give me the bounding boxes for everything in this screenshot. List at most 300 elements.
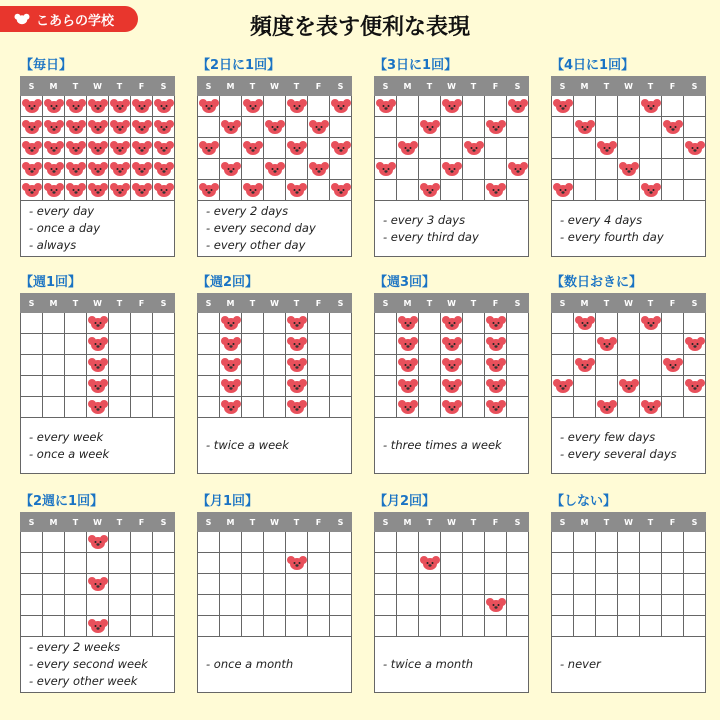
calendar-day-cell bbox=[463, 159, 485, 180]
calendar-day-cell bbox=[596, 595, 618, 616]
calendar-day-cell bbox=[286, 334, 308, 355]
calendar-day-cell bbox=[596, 376, 618, 397]
koala-icon bbox=[441, 357, 462, 373]
calendar-day-cell bbox=[552, 334, 574, 355]
koala-icon bbox=[618, 161, 639, 177]
calendar-day-cell bbox=[308, 138, 330, 159]
calendar-day-cell bbox=[198, 159, 220, 180]
calendar-day-cell bbox=[596, 96, 618, 117]
weekday-header: W bbox=[441, 77, 463, 96]
calendar-day-cell bbox=[65, 574, 87, 595]
expression-line: - every third day bbox=[383, 229, 479, 244]
frequency-panel bbox=[374, 275, 529, 474]
calendar-day-cell bbox=[397, 553, 419, 574]
calendar-day-cell bbox=[375, 138, 397, 159]
expression-list bbox=[20, 637, 175, 693]
calendar-day-cell bbox=[507, 574, 529, 595]
calendar-day-cell bbox=[131, 159, 153, 180]
calendar-day-cell bbox=[220, 616, 242, 637]
calendar-day-cell bbox=[131, 376, 153, 397]
koala-icon bbox=[242, 182, 263, 198]
panel-title: 【3日に1回】 bbox=[374, 58, 458, 73]
calendar-day-cell bbox=[419, 138, 441, 159]
calendar-day-cell bbox=[330, 313, 352, 334]
calendar-day-cell bbox=[286, 532, 308, 553]
calendar-week-row bbox=[552, 397, 706, 418]
panel-title: 【月1回】 bbox=[197, 494, 259, 509]
calendar-day-cell bbox=[397, 138, 419, 159]
calendar-week-row bbox=[21, 616, 175, 637]
calendar-day-cell bbox=[131, 117, 153, 138]
calendar-day-cell bbox=[552, 159, 574, 180]
koala-icon bbox=[153, 161, 174, 177]
koala-icon bbox=[43, 98, 64, 114]
calendar-day-cell bbox=[441, 313, 463, 334]
koala-icon bbox=[131, 140, 152, 156]
calendar-day-cell bbox=[43, 313, 65, 334]
weekday-header: S bbox=[21, 513, 43, 532]
calendar-day-cell bbox=[198, 355, 220, 376]
calendar-week-row bbox=[375, 595, 529, 616]
panel-title: 【週2回】 bbox=[197, 275, 259, 290]
calendar-day-cell bbox=[87, 334, 109, 355]
calendar-day-cell bbox=[397, 595, 419, 616]
calendar-day-cell bbox=[109, 376, 131, 397]
calendar-day-cell bbox=[131, 180, 153, 201]
calendar-week-row bbox=[375, 334, 529, 355]
calendar-day-cell bbox=[153, 159, 175, 180]
weekday-header: M bbox=[220, 77, 242, 96]
calendar-day-cell bbox=[397, 355, 419, 376]
calendar-day-cell bbox=[618, 117, 640, 138]
calendar-day-cell bbox=[552, 376, 574, 397]
weekday-header: S bbox=[21, 77, 43, 96]
calendar-day-cell bbox=[264, 96, 286, 117]
calendar-day-cell bbox=[242, 376, 264, 397]
calendar-day-cell bbox=[397, 313, 419, 334]
calendar-day-cell bbox=[131, 96, 153, 117]
calendar-day-cell bbox=[131, 138, 153, 159]
expression-list bbox=[20, 418, 175, 474]
calendar-day-cell bbox=[684, 313, 706, 334]
calendar-day-cell bbox=[308, 313, 330, 334]
koala-icon bbox=[198, 98, 219, 114]
calendar-day-cell bbox=[242, 553, 264, 574]
calendar-day-cell bbox=[109, 574, 131, 595]
koala-icon bbox=[308, 119, 329, 135]
koala-icon bbox=[153, 98, 174, 114]
calendar-day-cell bbox=[618, 553, 640, 574]
weekday-header: S bbox=[330, 294, 352, 313]
calendar-week-row bbox=[375, 532, 529, 553]
calendar-day-cell bbox=[242, 159, 264, 180]
calendar-week-row bbox=[21, 96, 175, 117]
koala-icon bbox=[441, 399, 462, 415]
calendar-day-cell bbox=[552, 595, 574, 616]
calendar-week-row bbox=[552, 159, 706, 180]
calendar-day-cell bbox=[684, 159, 706, 180]
calendar-day-cell bbox=[507, 595, 529, 616]
koala-icon bbox=[65, 140, 86, 156]
calendar-day-cell bbox=[109, 397, 131, 418]
expression-line: - every other week bbox=[29, 674, 138, 688]
koala-icon bbox=[485, 378, 506, 394]
calendar-grid bbox=[197, 512, 352, 637]
calendar-week-row bbox=[375, 376, 529, 397]
expression-list bbox=[197, 418, 352, 474]
calendar-day-cell bbox=[264, 138, 286, 159]
calendar-week-row bbox=[375, 574, 529, 595]
calendar-day-cell bbox=[574, 532, 596, 553]
calendar-day-cell bbox=[485, 532, 507, 553]
calendar-day-cell bbox=[264, 180, 286, 201]
koala-icon bbox=[286, 336, 307, 352]
calendar-day-cell bbox=[198, 616, 220, 637]
calendar-day-cell bbox=[419, 553, 441, 574]
calendar-week-row bbox=[375, 138, 529, 159]
koala-icon bbox=[330, 98, 351, 114]
koala-icon bbox=[198, 182, 219, 198]
calendar-week-row bbox=[21, 180, 175, 201]
calendar-day-cell bbox=[65, 553, 87, 574]
calendar-week-row bbox=[21, 553, 175, 574]
expression-line: - every week bbox=[29, 429, 104, 444]
calendar-day-cell bbox=[684, 595, 706, 616]
expression-line: - every fourth day bbox=[560, 229, 664, 244]
weekday-header: S bbox=[198, 294, 220, 313]
weekday-header: S bbox=[552, 513, 574, 532]
calendar-day-cell bbox=[242, 397, 264, 418]
calendar-day-cell bbox=[109, 117, 131, 138]
koala-icon bbox=[220, 315, 241, 331]
koala-icon bbox=[153, 119, 174, 135]
calendar-day-cell bbox=[596, 553, 618, 574]
calendar-day-cell bbox=[419, 574, 441, 595]
calendar-day-cell bbox=[43, 553, 65, 574]
weekday-header: T bbox=[109, 513, 131, 532]
expression-line: - always bbox=[29, 238, 77, 252]
calendar-grid bbox=[374, 76, 529, 201]
expression-line: - three times a week bbox=[383, 438, 502, 452]
koala-icon bbox=[198, 140, 219, 156]
koala-icon bbox=[109, 182, 130, 198]
calendar-day-cell bbox=[43, 355, 65, 376]
calendar-day-cell bbox=[43, 96, 65, 117]
calendar-day-cell bbox=[375, 397, 397, 418]
calendar-week-row bbox=[198, 376, 352, 397]
calendar-day-cell bbox=[463, 355, 485, 376]
calendar-day-cell bbox=[220, 595, 242, 616]
calendar-day-cell bbox=[640, 397, 662, 418]
calendar-day-cell bbox=[198, 180, 220, 201]
calendar-grid bbox=[20, 512, 175, 637]
weekday-header: S bbox=[684, 77, 706, 96]
calendar-day-cell bbox=[87, 595, 109, 616]
weekday-header: T bbox=[286, 294, 308, 313]
calendar-day-cell bbox=[507, 334, 529, 355]
calendar-day-cell bbox=[596, 397, 618, 418]
calendar-day-cell bbox=[552, 397, 574, 418]
calendar-day-cell bbox=[286, 355, 308, 376]
calendar-week-row bbox=[198, 159, 352, 180]
weekday-header: M bbox=[397, 294, 419, 313]
calendar-day-cell bbox=[308, 574, 330, 595]
weekday-header: S bbox=[375, 513, 397, 532]
weekday-header: S bbox=[21, 294, 43, 313]
weekday-header: W bbox=[441, 294, 463, 313]
weekday-header: M bbox=[43, 294, 65, 313]
koala-icon bbox=[65, 182, 86, 198]
calendar-week-row bbox=[21, 355, 175, 376]
calendar-day-cell bbox=[286, 553, 308, 574]
calendar-day-cell bbox=[375, 180, 397, 201]
calendar-day-cell bbox=[441, 138, 463, 159]
weekday-header: T bbox=[596, 294, 618, 313]
koala-icon bbox=[397, 399, 418, 415]
calendar-day-cell bbox=[441, 334, 463, 355]
calendar-day-cell bbox=[131, 616, 153, 637]
weekday-header: M bbox=[397, 513, 419, 532]
calendar-day-cell bbox=[375, 616, 397, 637]
calendar-day-cell bbox=[109, 138, 131, 159]
calendar-week-row bbox=[552, 96, 706, 117]
koala-icon bbox=[131, 98, 152, 114]
calendar-week-row bbox=[552, 313, 706, 334]
calendar-week-row bbox=[552, 334, 706, 355]
calendar-day-cell bbox=[485, 313, 507, 334]
koala-icon bbox=[87, 534, 108, 550]
weekday-header: S bbox=[153, 513, 175, 532]
koala-icon bbox=[640, 98, 661, 114]
calendar-day-cell bbox=[242, 117, 264, 138]
calendar-day-cell bbox=[485, 96, 507, 117]
calendar-day-cell bbox=[220, 138, 242, 159]
calendar-day-cell bbox=[220, 159, 242, 180]
panel-title: 【2週に1回】 bbox=[20, 494, 104, 509]
calendar-day-cell bbox=[552, 138, 574, 159]
calendar-day-cell bbox=[21, 117, 43, 138]
calendar-day-cell bbox=[131, 532, 153, 553]
expression-line: - every 3 days bbox=[383, 212, 466, 227]
panel-title: 【しない】 bbox=[551, 494, 617, 509]
calendar-day-cell bbox=[419, 159, 441, 180]
calendar-day-cell bbox=[552, 96, 574, 117]
calendar-day-cell bbox=[65, 595, 87, 616]
koala-icon bbox=[397, 140, 418, 156]
calendar-day-cell bbox=[264, 397, 286, 418]
calendar-day-cell bbox=[684, 355, 706, 376]
calendar-week-row bbox=[21, 159, 175, 180]
calendar-day-cell bbox=[242, 334, 264, 355]
weekday-header: T bbox=[640, 294, 662, 313]
calendar-day-cell bbox=[153, 376, 175, 397]
calendar-day-cell bbox=[43, 180, 65, 201]
calendar-day-cell bbox=[198, 532, 220, 553]
calendar-day-cell bbox=[463, 397, 485, 418]
calendar-day-cell bbox=[286, 96, 308, 117]
weekday-header: T bbox=[286, 513, 308, 532]
calendar-day-cell bbox=[286, 180, 308, 201]
calendar-day-cell bbox=[596, 532, 618, 553]
panel-title: 【4日に1回】 bbox=[551, 58, 635, 73]
koala-icon bbox=[87, 182, 108, 198]
calendar-day-cell bbox=[43, 138, 65, 159]
calendar-day-cell bbox=[684, 532, 706, 553]
calendar-day-cell bbox=[87, 355, 109, 376]
calendar-day-cell bbox=[264, 574, 286, 595]
calendar-day-cell bbox=[220, 355, 242, 376]
calendar-day-cell bbox=[684, 553, 706, 574]
calendar-day-cell bbox=[485, 159, 507, 180]
calendar-day-cell bbox=[662, 553, 684, 574]
calendar-day-cell bbox=[596, 180, 618, 201]
calendar-week-row bbox=[375, 117, 529, 138]
calendar-day-cell bbox=[618, 376, 640, 397]
expression-list bbox=[551, 201, 706, 257]
koala-icon bbox=[21, 140, 42, 156]
calendar-day-cell bbox=[286, 595, 308, 616]
weekday-header: S bbox=[198, 77, 220, 96]
calendar-day-cell bbox=[640, 313, 662, 334]
calendar-day-cell bbox=[375, 376, 397, 397]
calendar-day-cell bbox=[419, 397, 441, 418]
calendar-day-cell bbox=[507, 397, 529, 418]
calendar-day-cell bbox=[198, 595, 220, 616]
calendar-day-cell bbox=[153, 313, 175, 334]
calendar-day-cell bbox=[308, 334, 330, 355]
calendar-day-cell bbox=[485, 376, 507, 397]
calendar-day-cell bbox=[43, 117, 65, 138]
koala-icon bbox=[264, 161, 285, 177]
calendar-day-cell bbox=[684, 180, 706, 201]
koala-icon bbox=[87, 161, 108, 177]
koala-icon bbox=[419, 182, 440, 198]
calendar-day-cell bbox=[21, 334, 43, 355]
koala-icon bbox=[596, 336, 617, 352]
calendar-day-cell bbox=[109, 334, 131, 355]
calendar-day-cell bbox=[375, 159, 397, 180]
frequency-panel bbox=[551, 275, 706, 474]
calendar-week-row bbox=[375, 397, 529, 418]
expression-line: - every 2 weeks bbox=[29, 640, 121, 654]
koala-icon bbox=[220, 357, 241, 373]
calendar-grid bbox=[551, 293, 706, 418]
weekday-header: T bbox=[596, 513, 618, 532]
calendar-day-cell bbox=[87, 180, 109, 201]
calendar-day-cell bbox=[596, 574, 618, 595]
koala-icon bbox=[21, 98, 42, 114]
weekday-header: T bbox=[65, 513, 87, 532]
calendar-week-row bbox=[21, 117, 175, 138]
calendar-day-cell bbox=[662, 595, 684, 616]
calendar-day-cell bbox=[463, 616, 485, 637]
calendar-day-cell bbox=[286, 616, 308, 637]
calendar-day-cell bbox=[684, 376, 706, 397]
calendar-day-cell bbox=[286, 138, 308, 159]
koala-icon bbox=[397, 315, 418, 331]
frequency-panel bbox=[197, 58, 352, 257]
expression-line: - never bbox=[560, 657, 601, 671]
calendar-day-cell bbox=[463, 180, 485, 201]
calendar-day-cell bbox=[419, 355, 441, 376]
calendar-day-cell bbox=[286, 313, 308, 334]
calendar-day-cell bbox=[375, 313, 397, 334]
weekday-header: F bbox=[485, 513, 507, 532]
calendar-day-cell bbox=[574, 159, 596, 180]
calendar-day-cell bbox=[574, 334, 596, 355]
calendar-week-row bbox=[552, 553, 706, 574]
calendar-day-cell bbox=[463, 574, 485, 595]
calendar-day-cell bbox=[264, 532, 286, 553]
calendar-day-cell bbox=[507, 159, 529, 180]
calendar-day-cell bbox=[109, 532, 131, 553]
calendar-day-cell bbox=[153, 574, 175, 595]
calendar-day-cell bbox=[375, 595, 397, 616]
calendar-day-cell bbox=[198, 117, 220, 138]
calendar-day-cell bbox=[242, 313, 264, 334]
calendar-day-cell bbox=[441, 159, 463, 180]
calendar-day-cell bbox=[286, 117, 308, 138]
calendar-day-cell bbox=[507, 313, 529, 334]
expression-line: - once a month bbox=[206, 657, 294, 671]
calendar-day-cell bbox=[220, 397, 242, 418]
calendar-day-cell bbox=[640, 595, 662, 616]
calendar-day-cell bbox=[264, 355, 286, 376]
calendar-day-cell bbox=[65, 616, 87, 637]
koala-icon bbox=[419, 555, 440, 571]
weekday-header: F bbox=[662, 77, 684, 96]
koala-icon bbox=[507, 161, 528, 177]
calendar-week-row bbox=[21, 397, 175, 418]
calendar-day-cell bbox=[640, 532, 662, 553]
koala-icon bbox=[242, 98, 263, 114]
calendar-week-row bbox=[198, 138, 352, 159]
expression-line: - every day bbox=[29, 204, 95, 218]
weekday-header: F bbox=[131, 294, 153, 313]
weekday-header: F bbox=[308, 294, 330, 313]
calendar-day-cell bbox=[596, 159, 618, 180]
calendar-week-row bbox=[21, 532, 175, 553]
koala-icon bbox=[640, 315, 661, 331]
calendar-day-cell bbox=[640, 616, 662, 637]
calendar-week-row bbox=[552, 355, 706, 376]
calendar-day-cell bbox=[640, 355, 662, 376]
expression-list bbox=[374, 637, 529, 693]
weekday-header: F bbox=[662, 513, 684, 532]
panel-title: 【月2回】 bbox=[374, 494, 436, 509]
calendar-day-cell bbox=[596, 138, 618, 159]
weekday-header: F bbox=[131, 513, 153, 532]
calendar-day-cell bbox=[574, 574, 596, 595]
calendar-day-cell bbox=[264, 313, 286, 334]
calendar-day-cell bbox=[574, 553, 596, 574]
koala-icon bbox=[485, 119, 506, 135]
weekday-header: T bbox=[419, 513, 441, 532]
calendar-day-cell bbox=[65, 313, 87, 334]
calendar-day-cell bbox=[485, 138, 507, 159]
calendar-day-cell bbox=[662, 532, 684, 553]
calendar-day-cell bbox=[441, 553, 463, 574]
frequency-panel bbox=[551, 58, 706, 257]
calendar-grid bbox=[197, 293, 352, 418]
koala-icon bbox=[43, 182, 64, 198]
calendar-day-cell bbox=[419, 616, 441, 637]
koala-icon bbox=[43, 161, 64, 177]
weekday-header: T bbox=[640, 77, 662, 96]
calendar-day-cell bbox=[198, 553, 220, 574]
calendar-day-cell bbox=[242, 96, 264, 117]
koala-icon bbox=[397, 378, 418, 394]
